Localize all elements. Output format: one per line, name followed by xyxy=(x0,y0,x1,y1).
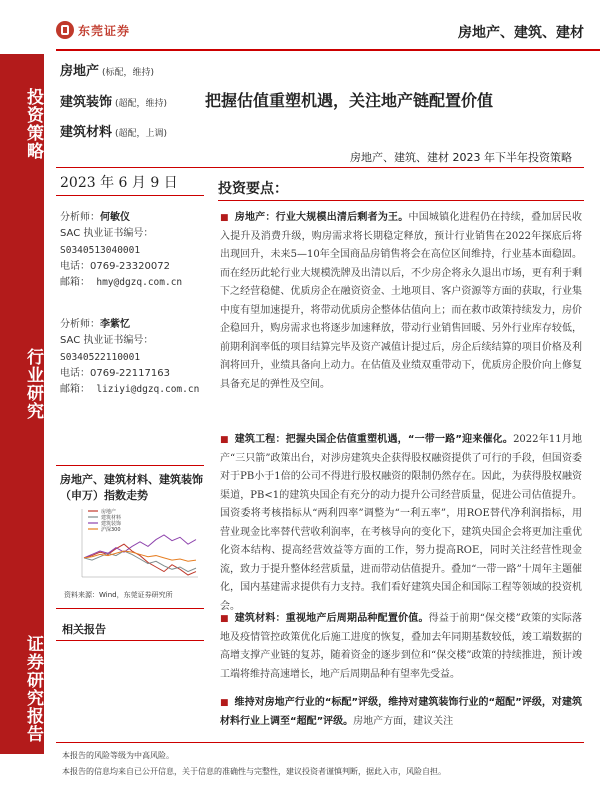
company-logo xyxy=(56,20,130,40)
legend-label-3: 沪深300 xyxy=(101,527,121,533)
index-trend-chart xyxy=(62,505,202,585)
bullet-icon: ■ xyxy=(220,213,229,223)
chart-source: 资料来源：Wind，东莞证券研究所 xyxy=(64,591,173,599)
footer-divider xyxy=(56,742,584,743)
key-points-divider xyxy=(218,200,584,201)
analyst-name: 何敏仪 xyxy=(100,212,130,223)
rating-decoration xyxy=(60,91,167,110)
paragraph-construction xyxy=(220,431,582,616)
logo-text: 东莞证券 xyxy=(78,23,131,38)
rating-realestate xyxy=(60,60,154,79)
analyst-email[interactable]: hmy@dgzq.com.cn xyxy=(96,277,183,289)
bullet-icon: ■ xyxy=(220,614,229,624)
analyst-name: 李紫忆 xyxy=(100,319,130,330)
related-divider-bottom xyxy=(56,640,204,641)
rating-materials xyxy=(60,121,167,140)
sidebar-label-report: 证券研究报告 xyxy=(23,635,43,743)
subtitle-divider xyxy=(56,167,584,168)
paragraph-rating-summary xyxy=(220,694,582,731)
paragraph-body: 2022年11月地产“三只箭”政策出台，对涉房建筑央企获得股权融资提供了可行的手段，但国资委对于PB小于1倍的公司不得进行股权融资的限制仍然存在。因此，为获得股权融资渠道，PB<1的建筑央国企有充分的动力提升公司经营质量，促进公司估值提升。国资委将考核指标从“两利四率”调整为“一利五率”，用ROE替代净利润指标，用营业现金比率替代营收利润率，在考核导向的变化下，建筑央国企会将更加注重优化资本结构、提高经营效益等方面的工作，努力提高ROE，同时关注经营性现金流，致力于提升整体经营质量，进而带动估值提升。叠加“一带一路”十周年主题催化，国内基建需求提供有力支持。我们看好建筑央国企和国际工程等领域的投资机会。 xyxy=(220,434,582,612)
date-divider xyxy=(56,195,204,196)
paragraph-head: 维持对房地产行业的“标配”评级，维持对建筑装饰行业的“超配”评级，对建筑材料行业上调至“超配”评级。 xyxy=(220,697,582,727)
analyst-label: 分析师： xyxy=(60,212,100,223)
left-sidebar xyxy=(0,54,44,754)
analyst-email[interactable]: liziyi@dgzq.com.cn xyxy=(96,384,200,396)
rating-value: (标配，维持) xyxy=(102,68,155,78)
footer-risk: 本报告的风险等级为中高风险。 xyxy=(62,751,174,760)
paragraph-materials xyxy=(220,610,582,684)
header-divider xyxy=(56,49,600,51)
analyst-phone: 电话：0769-23320072 xyxy=(60,260,170,272)
chart-bg xyxy=(62,505,202,585)
chart-title: 房地产、建筑材料、建筑装饰（申万）指数走势 xyxy=(60,473,203,502)
footer-disclaimer: 本报告的信息均来自已公开信息，关于信息的准确性与完整性，建议投资者谨慎判断，据此入市，风险自担。 xyxy=(62,767,446,776)
rating-name: 房地产 xyxy=(60,64,100,79)
related-reports-title: 相关报告 xyxy=(62,623,106,636)
bullet-icon: ■ xyxy=(220,435,229,445)
paragraph-head: 房地产：行业大规模出清后剩者为王。 xyxy=(234,212,409,223)
report-subtitle: 房地产、建筑、建材 2023 年下半年投资策略 xyxy=(350,151,572,164)
report-title: 把握估值重塑机遇，关注地产链配置价值 xyxy=(205,91,494,110)
email-label: 邮箱： xyxy=(60,384,90,396)
rating-value: (超配，维持) xyxy=(115,99,168,109)
paragraph-head: 建筑材料：重视地产后周期品种配置价值。 xyxy=(234,613,429,624)
logo-icon xyxy=(56,21,74,39)
analyst-block-2 xyxy=(60,317,199,398)
paragraph-realestate xyxy=(220,209,582,394)
analyst-block-1 xyxy=(60,210,182,291)
sidebar-label-industry: 行业研究 xyxy=(23,348,43,420)
paragraph-body: 房地产方面，建议关注 xyxy=(353,715,454,727)
email-label: 邮箱： xyxy=(60,277,90,289)
header-sector: 房地产、建筑、建材 xyxy=(458,25,584,41)
related-divider-top xyxy=(56,608,204,609)
analyst-phone: 电话：0769-22117163 xyxy=(60,367,170,379)
rating-name: 建筑材料 xyxy=(60,125,113,140)
legend-label-0: 房地产 xyxy=(101,509,117,515)
cert-number: S0340522110001 xyxy=(60,351,141,363)
paragraph-head: 建筑工程：把握央国企估值重塑机遇，“一带一路”迎来催化。 xyxy=(234,434,514,445)
paragraph-body: 中国城镇化进程仍在持续，叠加居民收入提升及消费升级，购房需求将长期稳定释放，预计行业销售在2022年探底后将出现回升，未来5—10年全国商品房销售将会在高位区间维持，行业基本面稳固。而在经历此轮行业大规模洗牌及出清以后，不少房企将永久退出市场，更有利于剩下之经营稳健、优质房企在融资资金、土地项目、客户资源等方面的获取，行业集中度有望加速提升，将带动优质房企整体估值向上；而在救市政策持续发力，房价企稳回升，购房需求也将逐步加速释放，带动行业销售回暖、另外行业库存较低，前期利润率低的项目结算完毕及资产减值计提过后，房企后续结算的项目价格及利润将回升，业绩具备向上动力。在估值及业绩双重带动下，优质房企股价向上修复具备充足的弹性及空间。 xyxy=(220,212,583,390)
cert-label: SAC 执业证书编号： xyxy=(60,335,154,347)
bullet-icon: ■ xyxy=(220,698,229,708)
chart-top-divider xyxy=(56,465,204,466)
rating-value: (超配，上调) xyxy=(115,129,168,139)
paragraph-body: 得益于前期“保交楼”政策的实际落地及疫情管控政策优化后施工进度的恢复，叠加去年同期基数较低，竣工端数据的高增支撑产业链的复苏，随着资金的逐步到位和“保交楼”政策的持续推进，预计竣工端将维持高速增长，地产后周期品种有望率先受益。 xyxy=(220,613,582,680)
analyst-label: 分析师： xyxy=(60,319,100,330)
sidebar-label-strategy: 投资策略 xyxy=(23,88,43,160)
key-points-title: 投资要点： xyxy=(218,181,288,197)
cert-label: SAC 执业证书编号： xyxy=(60,228,154,240)
report-date: 2023 年 6 月 9 日 xyxy=(60,175,178,191)
cert-number: S0340513040001 xyxy=(60,244,141,256)
legend-label-1: 建筑材料 xyxy=(101,515,122,521)
legend-label-2: 建筑装饰 xyxy=(101,521,122,527)
rating-name: 建筑装饰 xyxy=(60,95,113,110)
